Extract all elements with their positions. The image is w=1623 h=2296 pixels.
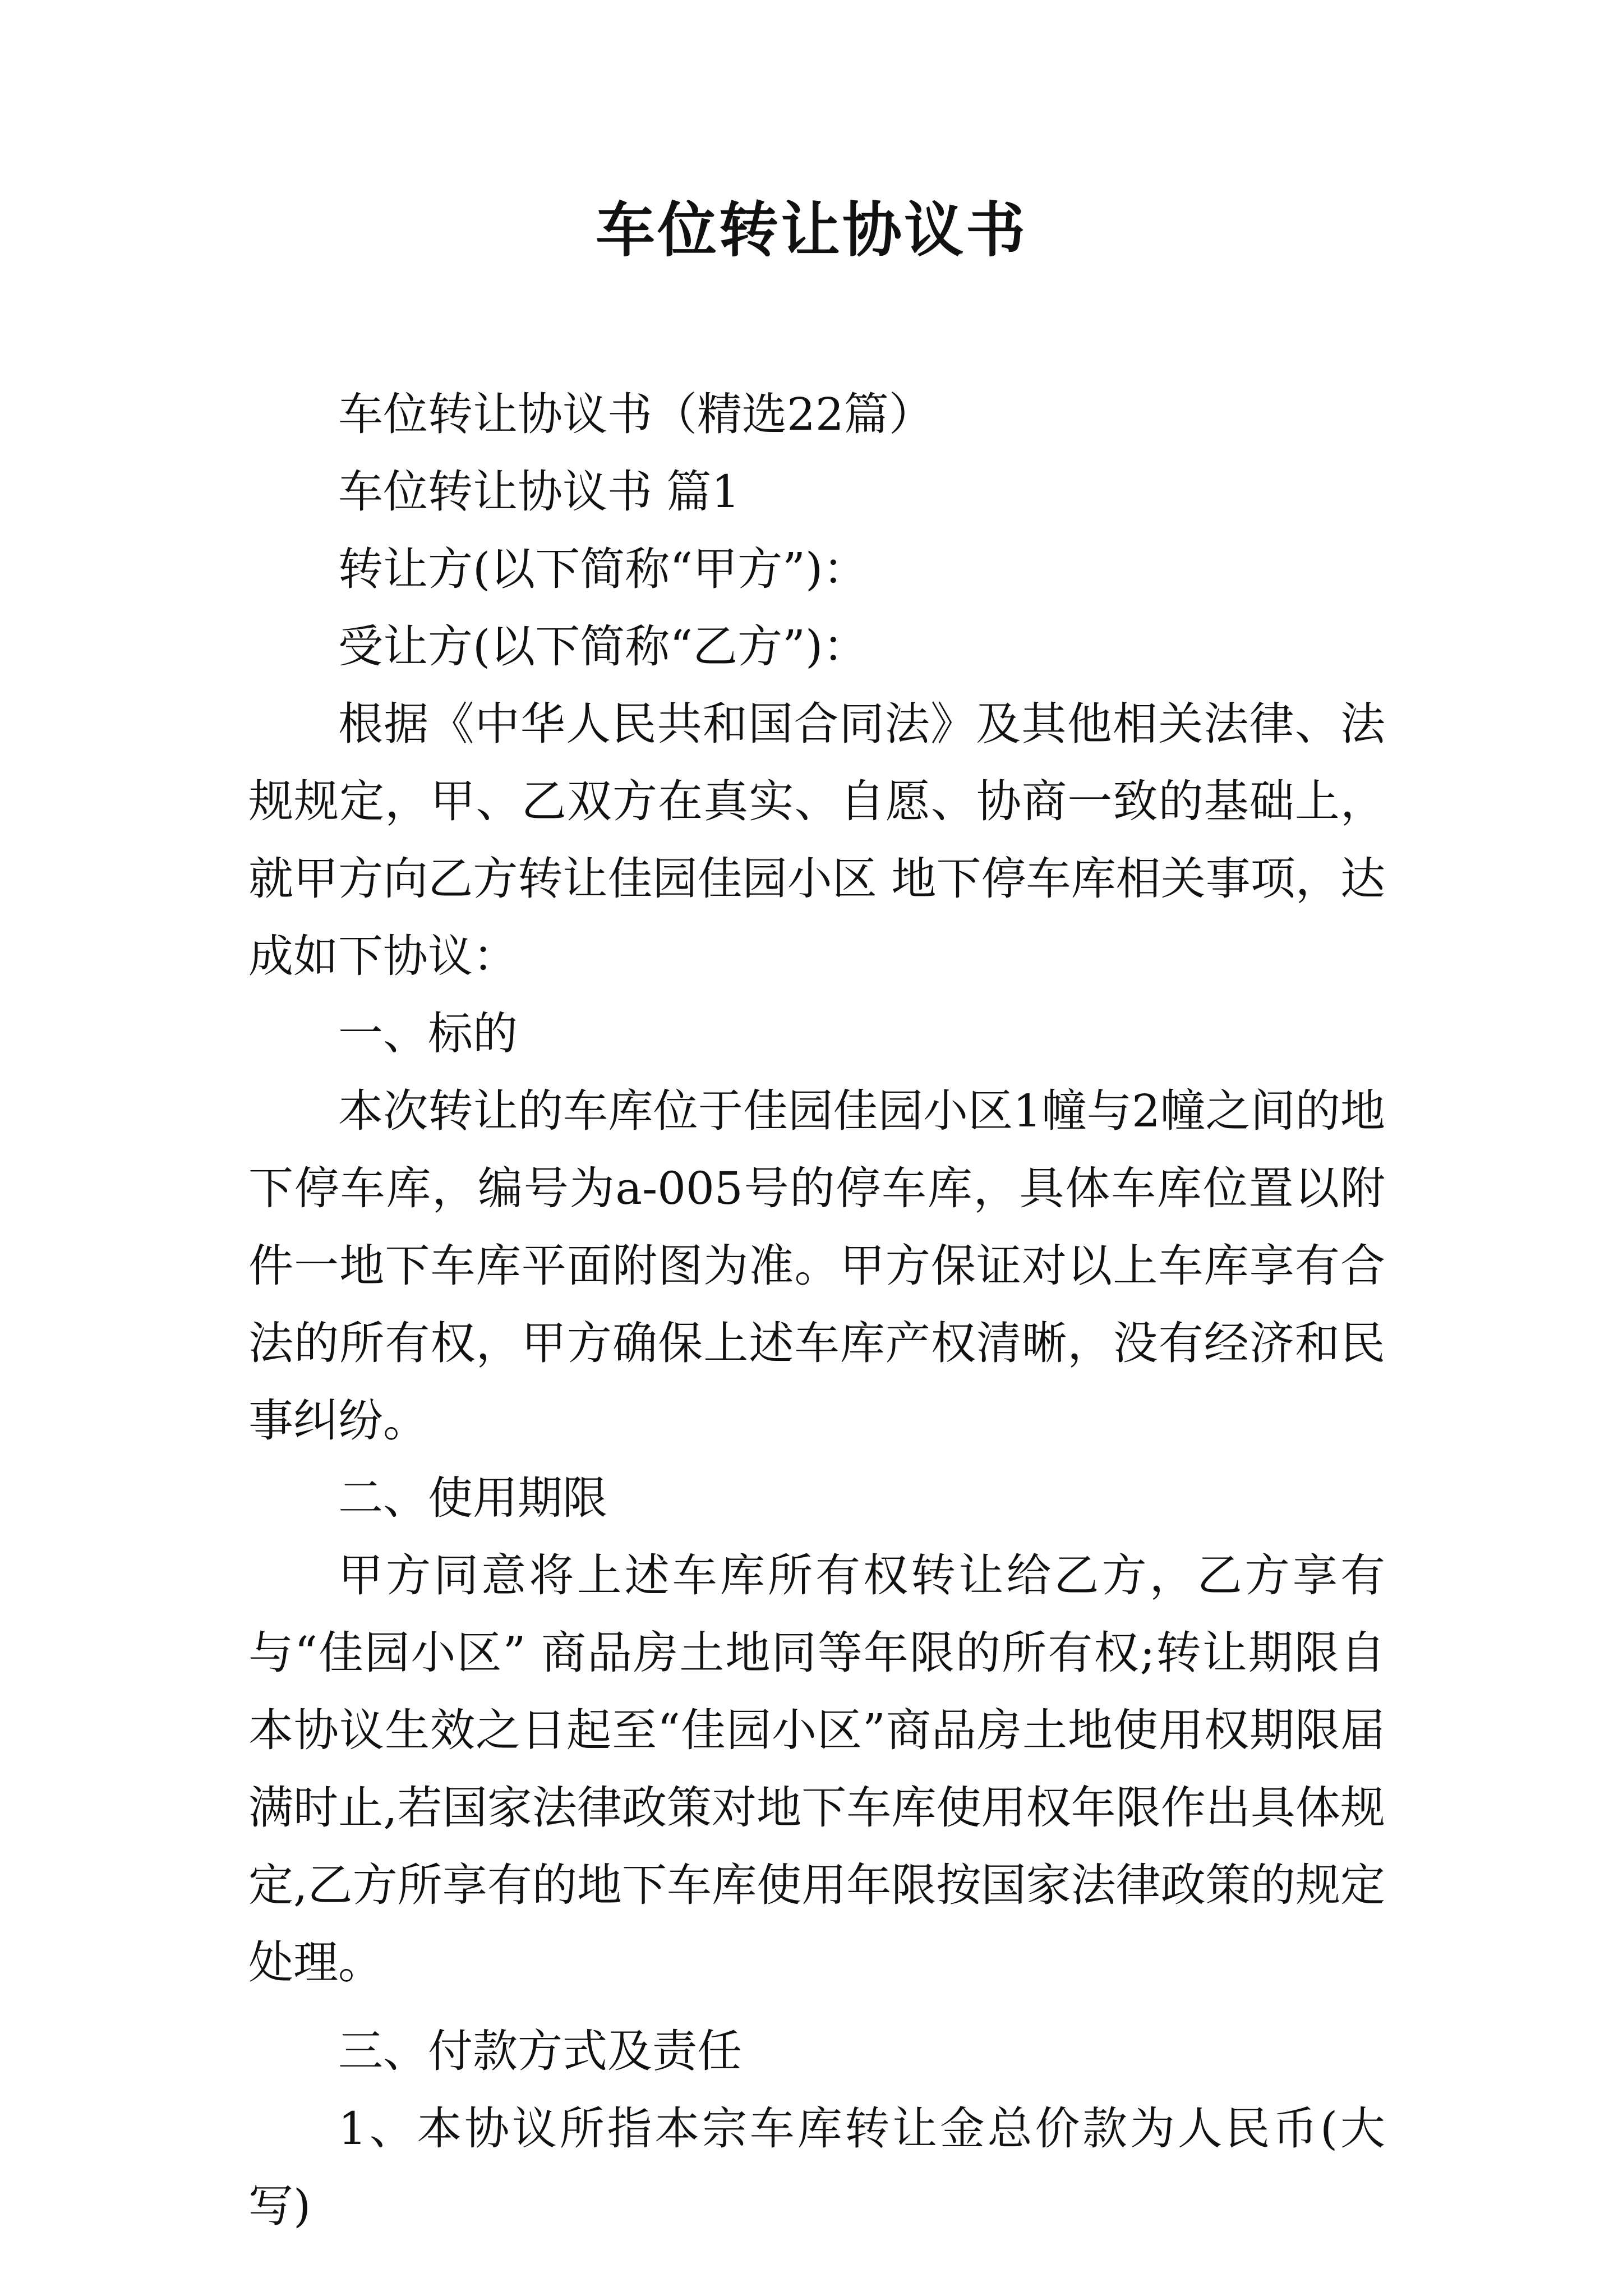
paragraph-payment-details: 1、本协议所指本宗车库转让金总价款为人民币(大写)	[248, 2102, 1385, 2232]
document-title: 车位转让协议书	[596, 195, 1027, 265]
paragraph-collection-title: 车位转让协议书（精选22篇）	[338, 388, 934, 440]
document-body	[248, 376, 1385, 2245]
paragraph-section-heading: 车位转让协议书 篇1	[338, 466, 740, 518]
paragraph-term-details: 甲方同意将上述车库所有权转让给乙方，乙方享有与“佳园小区” 商品房土地同等年限的所有权;转让期限自本协议生效之日起至“佳园小区”商品房土地使用权期限届满时止,若国家法律政策对地下车库使用权年限作出具体规定,乙方所享有的地下车库使用年限按国家法律政策的规定处理。	[248, 1549, 1385, 1989]
paragraph-heading-payment: 三、付款方式及责任	[338, 2025, 742, 2077]
paragraph-heading-term: 二、使用期限	[338, 1472, 607, 1524]
paragraph-transferee: 受让方(以下简称“乙方”)：	[338, 620, 868, 673]
paragraph-heading-subject: 一、标的	[338, 1007, 518, 1060]
paragraph-basis: 根据《中华人民共和国合同法》及其他相关法律、法规规定，甲、乙双方在真实、自愿、协商一致的基础上，就甲方向乙方转让佳园佳园小区 地下停车库相关事项，达成如下协议：	[248, 698, 1385, 982]
paragraph-subject-details: 本次转让的车库位于佳园佳园小区1幢与2幢之间的地下停车库，编号为a-005号的停车库，具体车库位置以附件一地下车库平面附图为准。甲方保证对以上车库享有合法的所有权，甲方确保上述车库产权清晰，没有经济和民事纠纷。	[248, 1085, 1385, 1447]
paragraph-transferor: 转让方(以下简称“甲方”)：	[338, 543, 868, 595]
